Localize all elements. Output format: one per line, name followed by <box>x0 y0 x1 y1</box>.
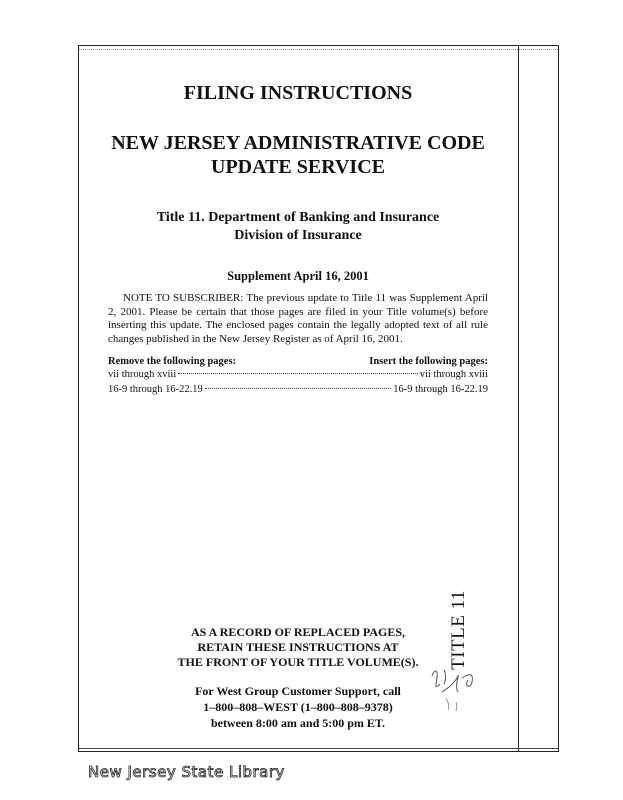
supplement-date: Supplement April 16, 2001 <box>227 269 369 283</box>
support-phone: 1–800–808–WEST (1–800–808–9378) <box>203 700 393 714</box>
table-row <box>108 382 488 397</box>
insert-header: Insert the following pages: <box>369 356 488 367</box>
table-row <box>108 367 488 382</box>
dot-leader <box>205 388 391 389</box>
library-stamp: New Jersey State Library <box>88 763 285 781</box>
retain-line2: RETAIN THESE INSTRUCTIONS AT <box>197 640 399 654</box>
support-hours: between 8:00 am and 5:00 pm ET. <box>210 716 386 730</box>
title-heading-line1: Title 11. Department of Banking and Insurance <box>156 210 440 225</box>
code-heading <box>108 131 488 179</box>
retain-line1: AS A RECORD OF REPLACED PAGES, <box>190 625 406 639</box>
insert-pages: vii through xviii <box>419 369 488 380</box>
remove-pages: 16-9 through 16-22.19 <box>108 384 203 395</box>
subscriber-note: NOTE TO SUBSCRIBER: The previous update to Title 11 was Supplement April 2, 2001. Please be certain that those pages are filed in your Title volume(s) before inserting this update. The enclosed pages contain the legally adopted text of all rule changes published in the New Jersey Register as of April 16, 2001. <box>108 292 488 345</box>
top-rule <box>79 49 558 50</box>
bottom-rule <box>79 748 558 749</box>
handwritten-initials-icon <box>424 662 479 714</box>
retain-line3: THE FRONT OF YOUR TITLE VOLUME(S). <box>177 655 419 669</box>
remove-pages: vii through xviii <box>108 369 177 380</box>
title-heading <box>108 209 488 245</box>
insert-pages: 16-9 through 16-22.19 <box>393 384 488 395</box>
dot-leader <box>178 373 418 374</box>
code-heading-line2: UPDATE SERVICE <box>211 156 385 178</box>
title-heading-line2: Division of Insurance <box>234 228 362 243</box>
document-body <box>108 82 488 397</box>
page-replacement-table <box>108 356 488 397</box>
tab-divider <box>518 46 519 751</box>
code-heading-line1: NEW JERSEY ADMINISTRATIVE CODE <box>111 132 485 154</box>
page-table-header <box>108 356 488 367</box>
title-tab-label: TITLE 11 <box>448 590 470 670</box>
remove-header: Remove the following pages: <box>108 356 237 367</box>
support-line1: For West Group Customer Support, call <box>195 684 401 698</box>
page-title: FILING INSTRUCTIONS <box>183 82 413 104</box>
